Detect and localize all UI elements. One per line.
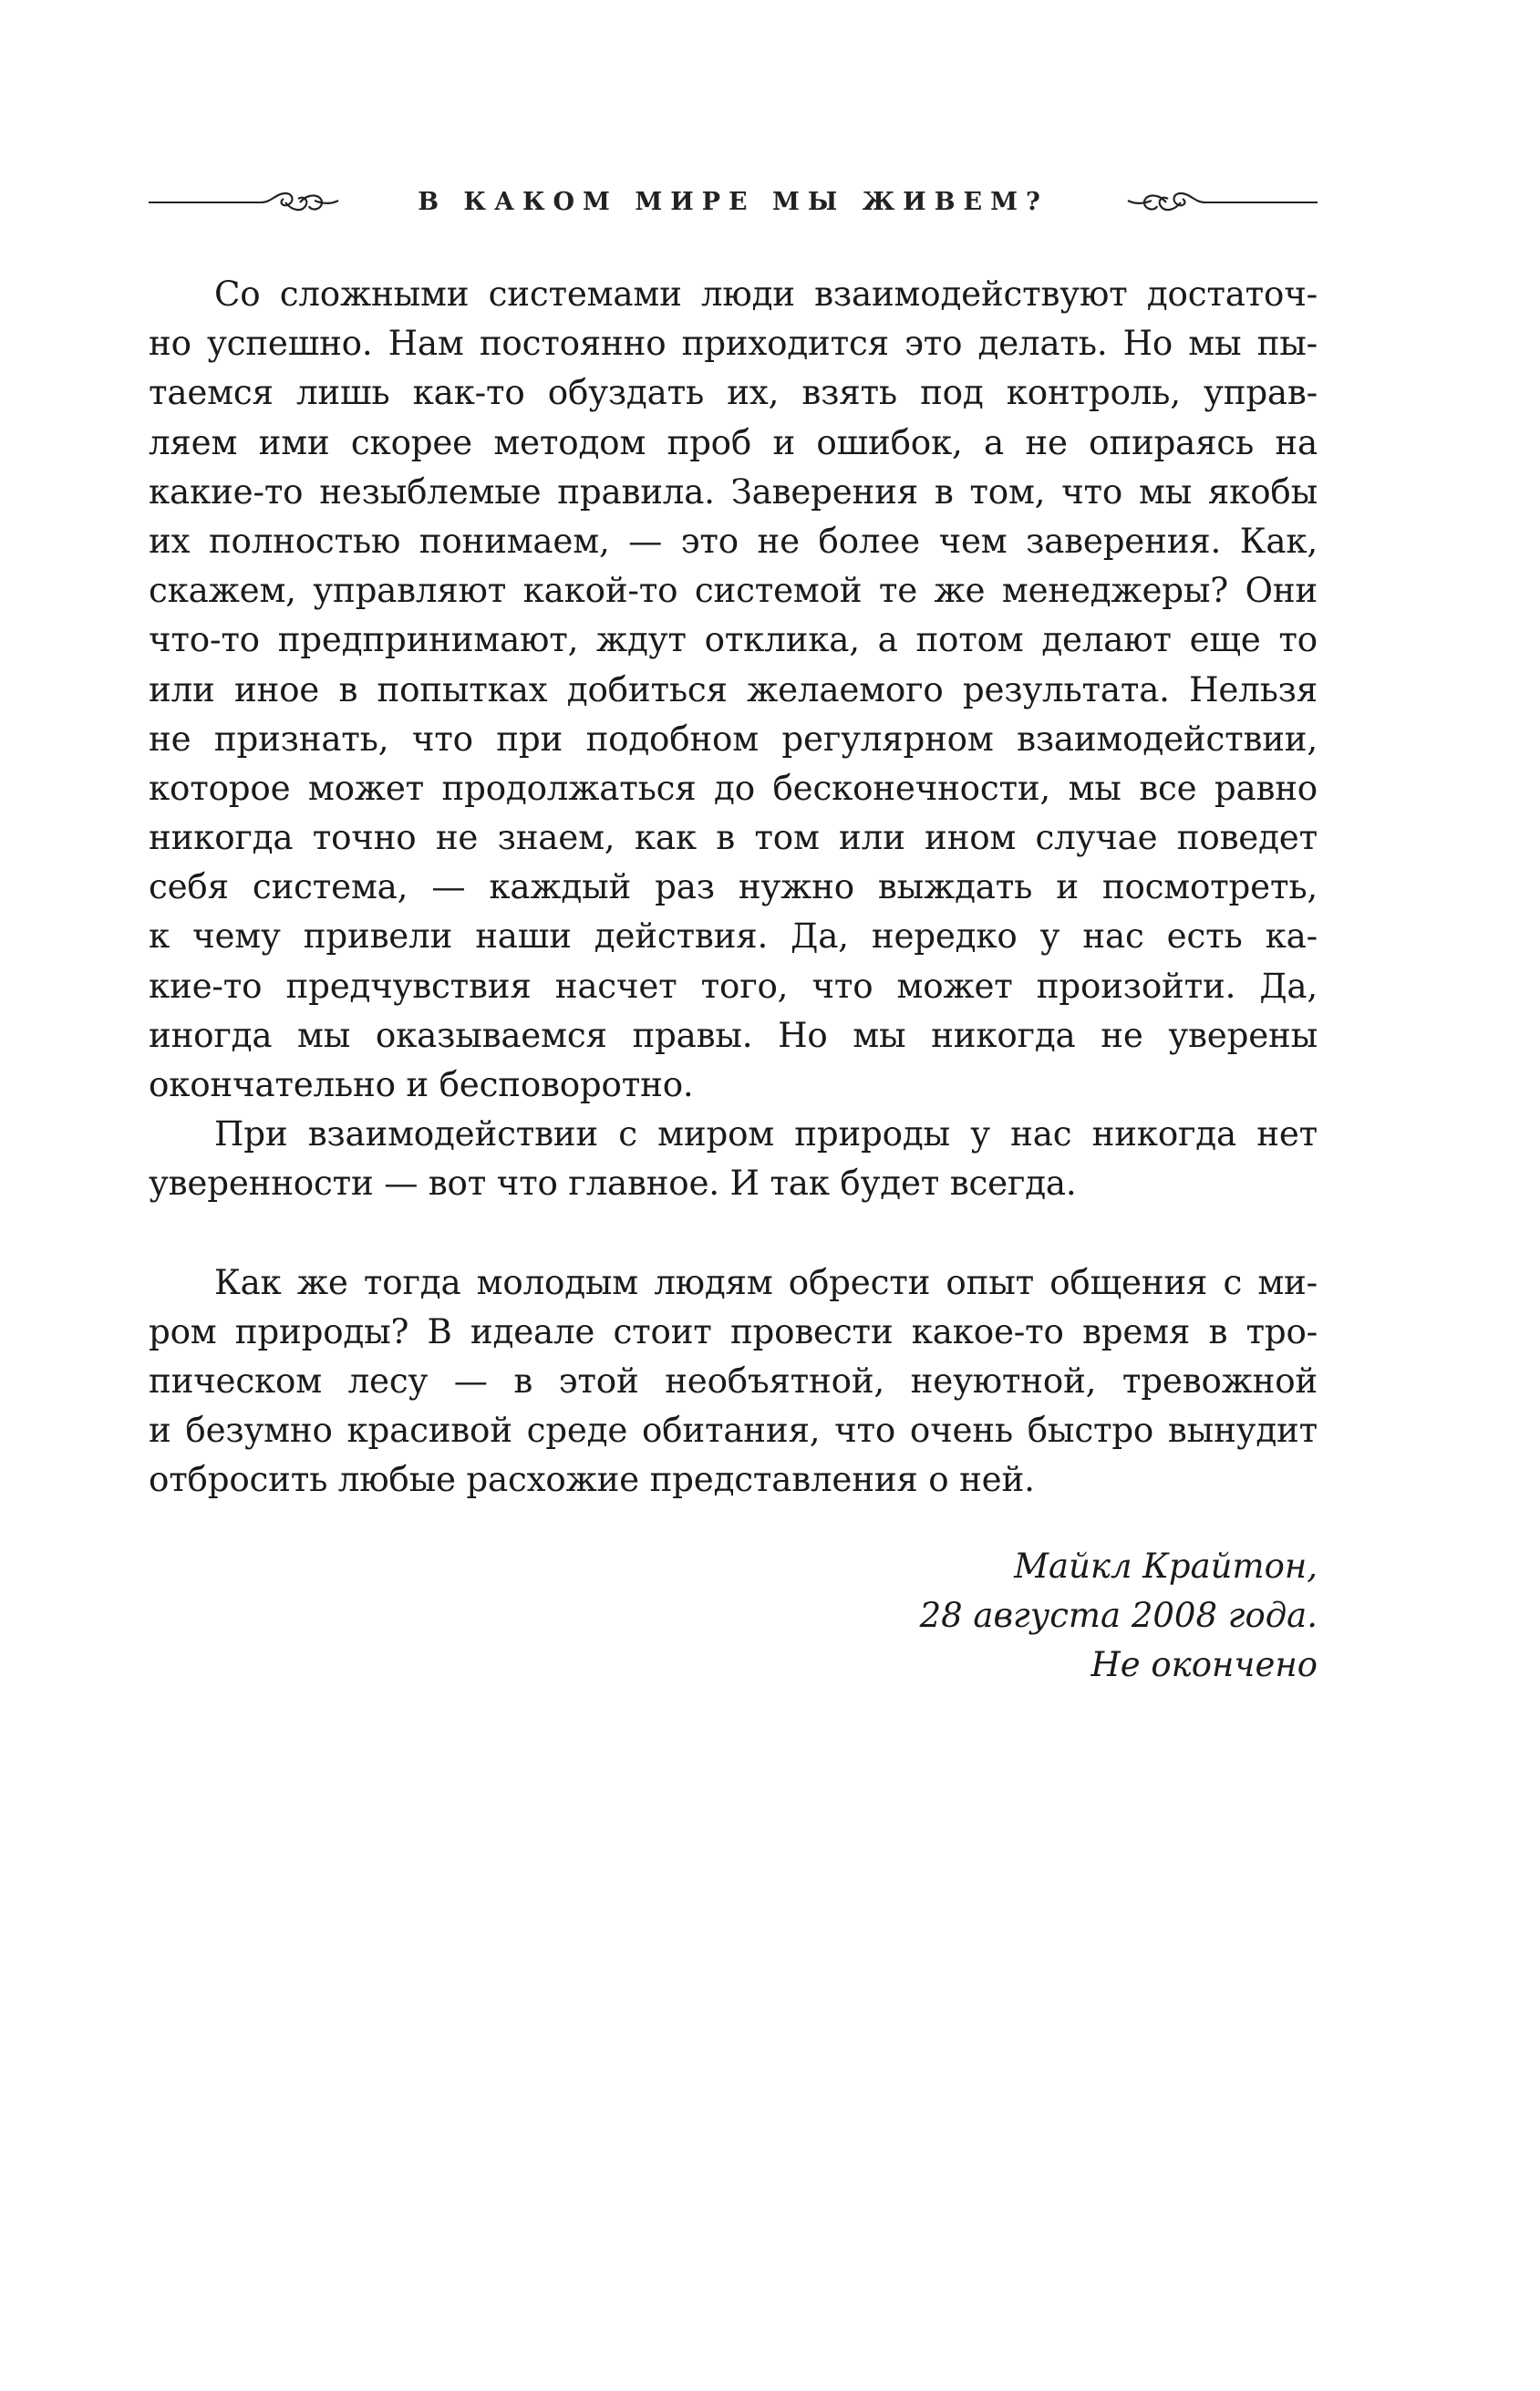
- text-line: но успешно. Нам постоянно приходится это делать. Но мы пы-: [149, 323, 1318, 364]
- section-break: [149, 1208, 1318, 1258]
- signature-date: 28 августа 2008 года.: [919, 1596, 1318, 1635]
- text-line: Со сложными системами люди взаимодействуют достаточ-: [214, 274, 1318, 314]
- signature: [920, 1542, 1318, 1690]
- text-line: пическом лесу — в этой необъятной, неуютной, тревожной: [149, 1360, 1318, 1401]
- text-line: себя система, — каждый раз нужно выждать и посмотреть,: [149, 866, 1318, 907]
- running-title: В КАКОМ МИРЕ МЫ ЖИВЕМ?: [418, 188, 1049, 216]
- text-line: какие-то незыблемые правила. Заверения в том, что мы якобы: [149, 471, 1318, 512]
- text-line: При взаимодействии с миром природы у нас никогда нет: [214, 1113, 1318, 1154]
- signature-author: Майкл Крайтон,: [1014, 1547, 1318, 1586]
- text-line: окончательно и бесповоротно.: [149, 1064, 694, 1104]
- text-line: уверенности — вот что главное. И так будет всегда.: [149, 1163, 1077, 1204]
- text-line: к чему привели наши действия. Да, нередко у нас есть ка-: [149, 916, 1318, 957]
- text-line: ляем ими скорее методом проб и ошибок, а не опираясь на: [149, 421, 1318, 462]
- text-line: их полностью понимаем, — это не более чем заверения. Как,: [149, 520, 1318, 561]
- body-text: [149, 269, 1318, 1505]
- text-line: отбросить любые расхожие представления о ней.: [149, 1459, 1035, 1500]
- text-line: никогда точно не знаем, как в том или ином случае поведет: [149, 817, 1318, 858]
- text-line: кие-то предчувствия насчет того, что может произойти. Да,: [149, 965, 1318, 1006]
- text-line: скажем, управляют какой-то системой те же менеджеры? Они: [149, 570, 1318, 611]
- text-line: таемся лишь как-то обуздать их, взять под контроль, управ-: [149, 372, 1318, 413]
- text-line: что-то предпринимают, ждут отклика, а потом делают еще то: [149, 619, 1318, 660]
- text-line: Как же тогда молодым людям обрести опыт общения с ми-: [214, 1261, 1318, 1302]
- text-line: или иное в попытках добиться желаемого результата. Нельзя: [149, 668, 1318, 709]
- running-header: [149, 182, 1318, 223]
- text-line: иногда мы оказываемся правы. Но мы никогда не уверены: [149, 1014, 1318, 1055]
- text-line: не признать, что при подобном регулярном взаимодействии,: [149, 718, 1318, 759]
- text-line: которое может продолжаться до бесконечности, мы все равно: [149, 767, 1318, 808]
- signature-status: Не окончено: [1090, 1645, 1318, 1684]
- text-line: ром природы? В идеале стоит провести какое-то время в тро-: [149, 1310, 1318, 1351]
- text-line: и безумно красивой среде обитания, что очень быстро вынудит: [149, 1410, 1318, 1451]
